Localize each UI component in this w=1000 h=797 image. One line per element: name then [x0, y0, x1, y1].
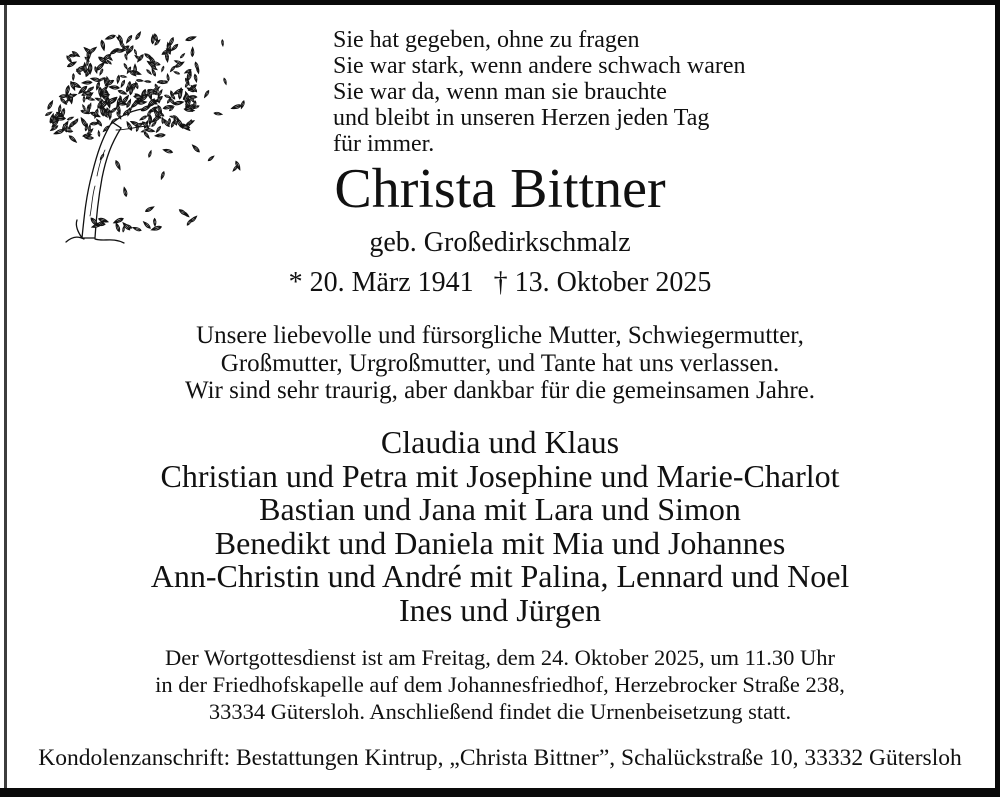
- service-line: Der Wortgottesdienst ist am Freitag, dem 24. Oktober 2025, um 11.30 Uhr: [165, 645, 835, 670]
- poem-line: Sie war stark, wenn andere schwach waren: [333, 53, 746, 79]
- condolence-address: Kondolenzanschrift: Bestattungen Kintrup, „Christa Bittner”, Schalückstraße 10, 33332 Gütersloh: [38, 745, 962, 771]
- mourner-line: Bastian und Jana mit Lara und Simon: [259, 491, 741, 527]
- death-date: † 13. Oktober 2025: [493, 267, 712, 298]
- poem-line: Sie war da, wenn man sie brauchte: [333, 79, 667, 105]
- poem-line: und bleibt in unseren Herzen jeden Tag: [333, 105, 710, 131]
- mourner-line: Christian und Petra mit Josephine und Marie-Charlot: [160, 457, 840, 494]
- memorial-poem: [333, 27, 746, 157]
- tribute-line: Großmutter, Urgroßmutter, und Tante hat uns verlassen.: [220, 349, 780, 377]
- deceased-name: Christa Bittner: [334, 158, 666, 220]
- service-line: 33334 Gütersloh. Anschließend findet die Urnenbeisetzung statt.: [208, 699, 792, 724]
- mourners-list: [0, 426, 1000, 627]
- tribute-line: Unsere liebevolle und fürsorgliche Mutter, Schwiegermutter,: [196, 322, 804, 349]
- mourner-line: Claudia und Klaus: [380, 424, 620, 460]
- mourner-line: Ann-Christin und André mit Palina, Lennard und Noel: [150, 558, 850, 594]
- service-line: in der Friedhofskapelle auf dem Johannesfriedhof, Herzebrocker Straße 238,: [155, 672, 845, 697]
- service-details: [0, 644, 1000, 725]
- mourner-line: Benedikt und Daniela mit Mia und Johannes: [214, 524, 786, 561]
- maiden-name: geb. Großedirkschmalz: [369, 227, 631, 258]
- poem-line: Sie hat gegeben, ohne zu fragen: [333, 27, 640, 53]
- tribute-line: Wir sind sehr traurig, aber dankbar für die gemeinsamen Jahre.: [184, 377, 815, 404]
- mourner-line: Ines und Jürgen: [398, 591, 602, 628]
- tribute-text: [0, 322, 1000, 405]
- birth-date: * 20. März 1941: [288, 267, 474, 298]
- life-dates: [0, 266, 1000, 300]
- poem-line: für immer.: [333, 131, 435, 157]
